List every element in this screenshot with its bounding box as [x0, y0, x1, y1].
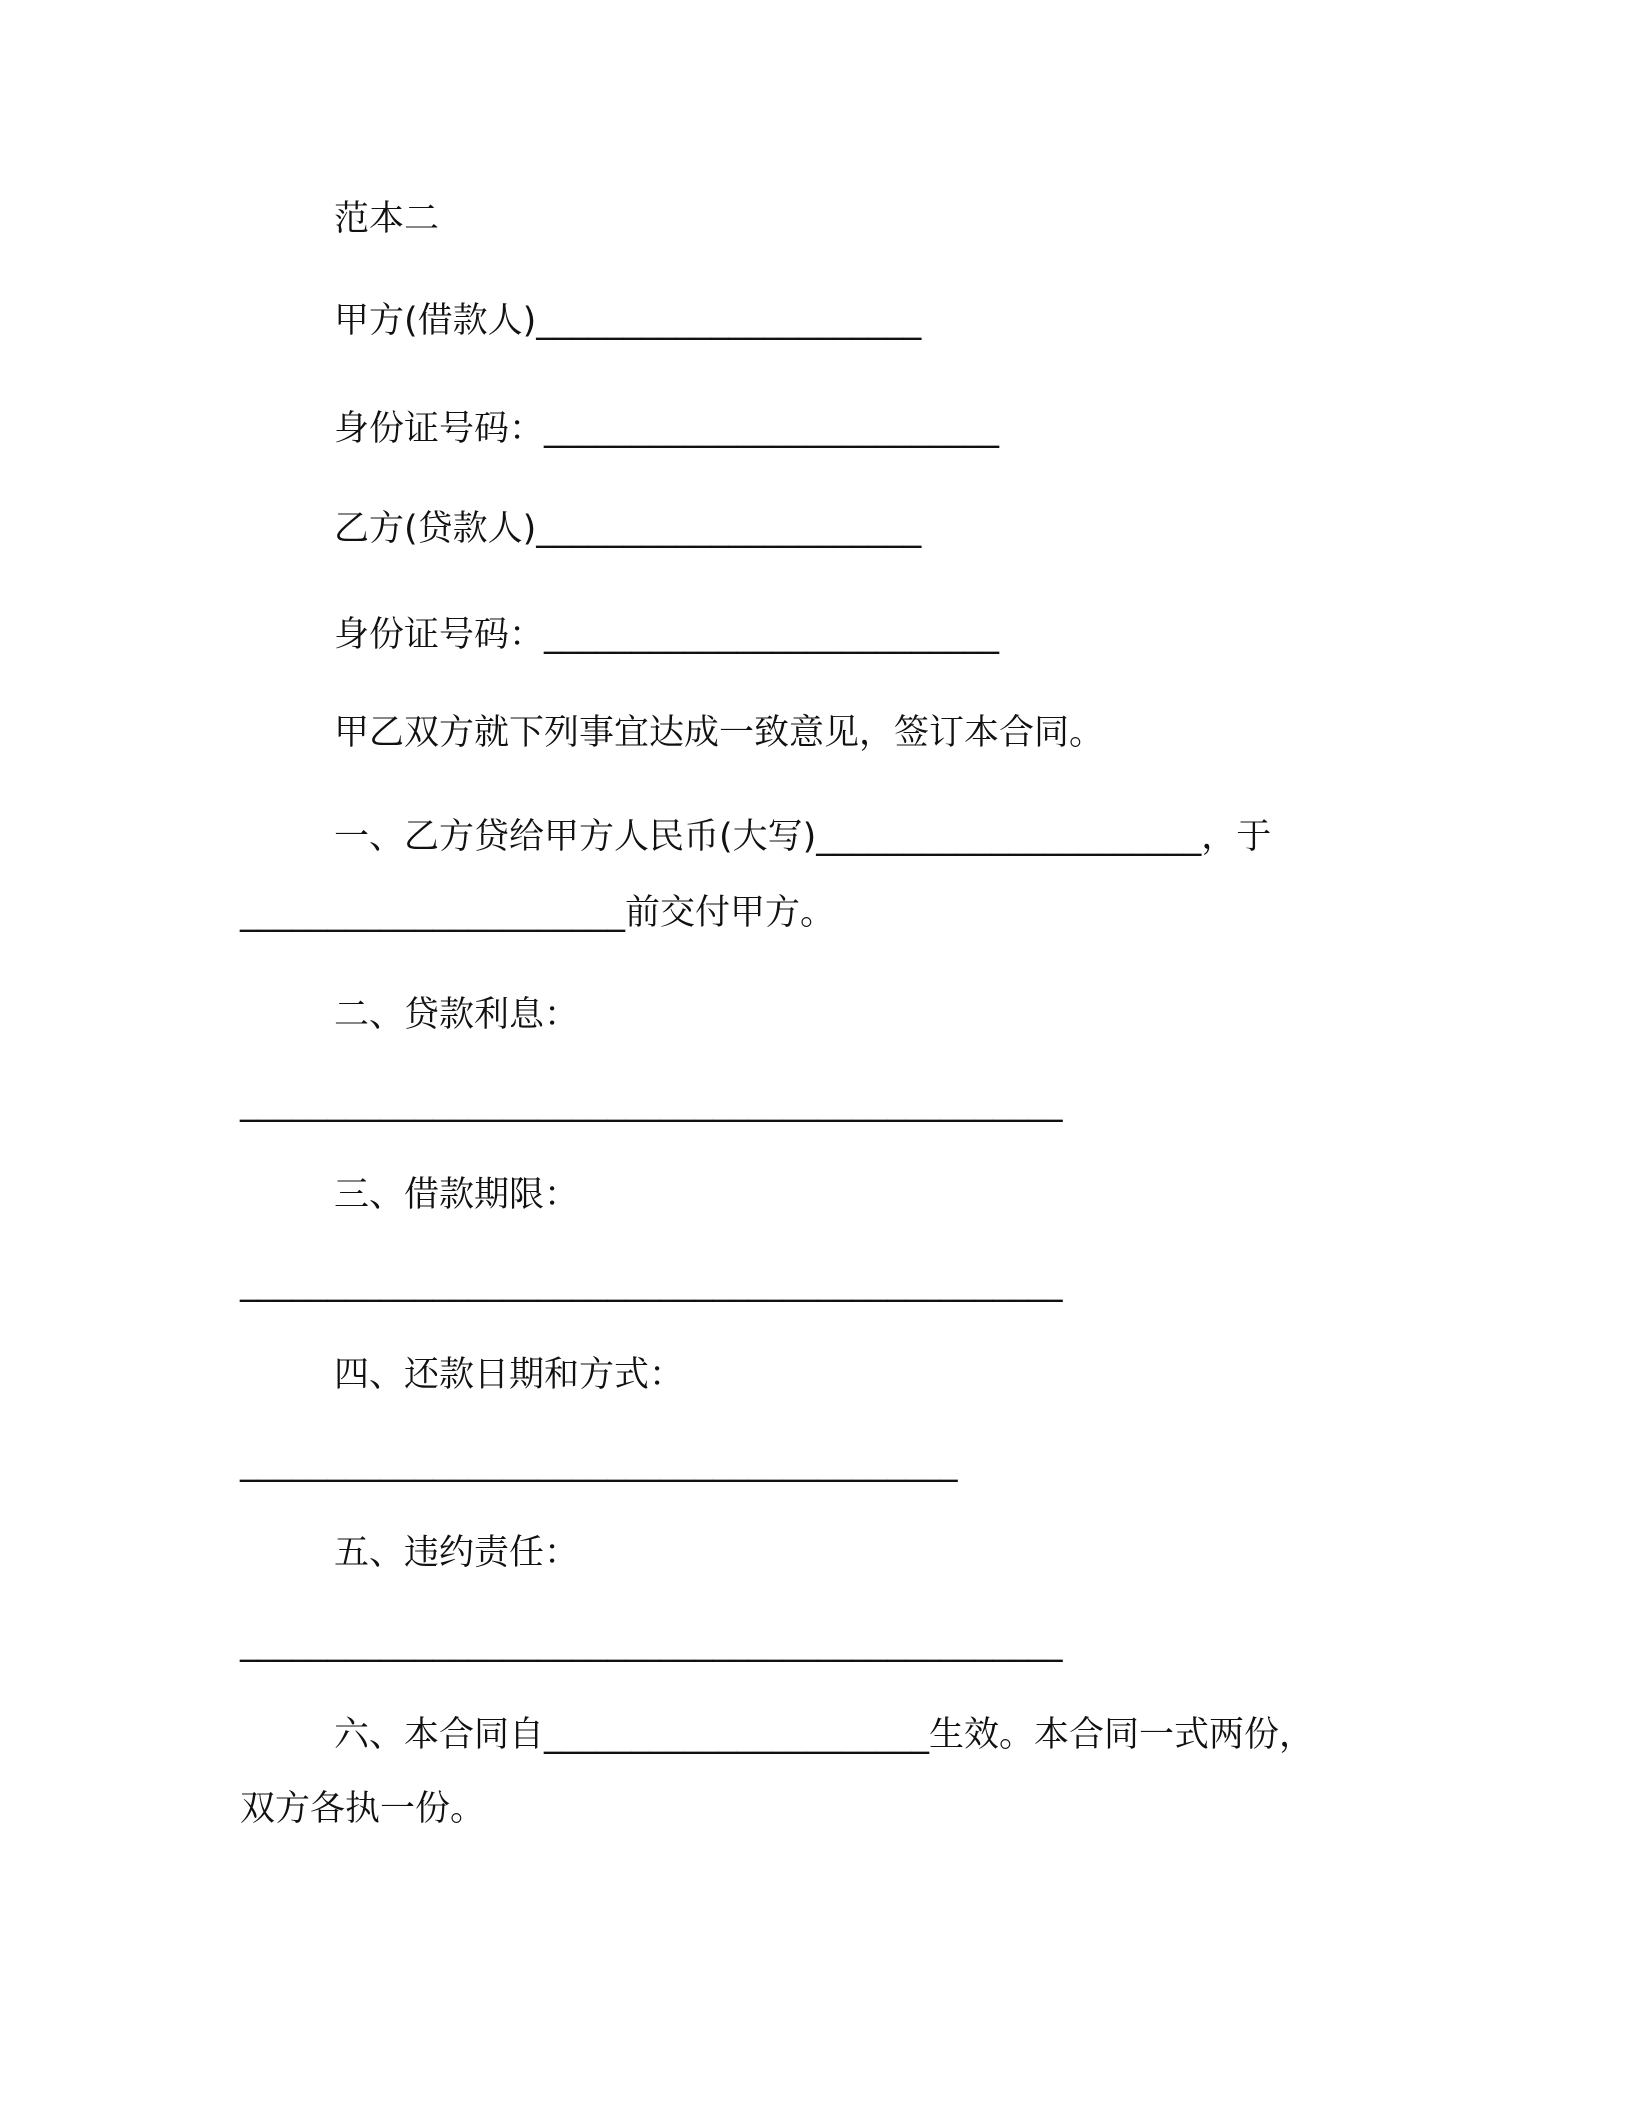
clause-4-heading: 四、还款日期和方式： — [334, 1355, 685, 1395]
clause-3-blank: _______________________________________________ — [240, 1263, 1063, 1303]
party-a-id-line: 身份证号码：__________________________ — [334, 409, 1000, 449]
clause-5-blank: _______________________________________________ — [240, 1623, 1063, 1663]
document-title: 范本二 — [334, 199, 440, 239]
party-b-id-line: 身份证号码：__________________________ — [334, 615, 1000, 655]
clause-4-blank: _________________________________________ — [240, 1443, 958, 1483]
clause-1-line-2: ______________________前交付甲方。 — [240, 893, 836, 933]
clause-6-line-1: 六、本合同自______________________生效。本合同一式两份， — [334, 1715, 1315, 1755]
agreement-intro: 甲乙双方就下列事宜达成一致意见，签订本合同。 — [334, 713, 1105, 753]
clause-2-heading: 二、贷款利息： — [334, 995, 580, 1035]
clause-1-line-1: 一、乙方贷给甲方人民币(大写)______________________，于 — [334, 817, 1272, 857]
clause-5-heading: 五、违约责任： — [334, 1533, 580, 1573]
party-a-borrower-line: 甲方(借款人)______________________ — [334, 301, 922, 341]
party-b-lender-line: 乙方(贷款人)______________________ — [334, 509, 922, 549]
clause-3-heading: 三、借款期限： — [334, 1175, 580, 1215]
clause-6-line-2: 双方各执一份。 — [240, 1789, 486, 1829]
clause-2-blank: _______________________________________________ — [240, 1083, 1063, 1123]
